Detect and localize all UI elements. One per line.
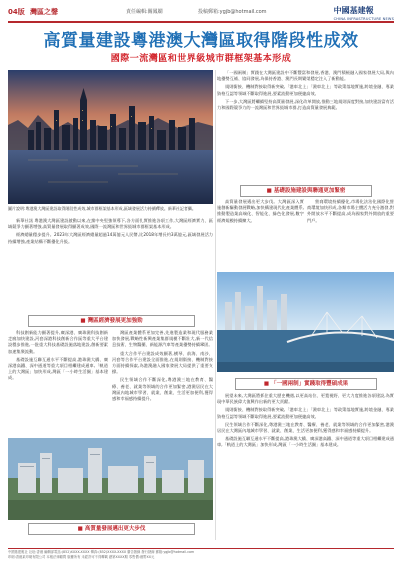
article-column-4a (217, 199, 304, 269)
section-heading (28, 315, 195, 327)
section-heading-text: 「一國兩制」實踐取得豐碩成果 (271, 381, 349, 387)
industry-park-photo (8, 438, 213, 520)
paragraph: 民生領域合作不斷深化,粵港澳三地在教育、醫療、養老、就業等領域的合作更加緊密,港澳居民在大灣區內地城市學習、就業、創業、生活更加便利,獲得感和幸福感持續提升。 (217, 421, 394, 434)
newspaper-logo (334, 5, 394, 21)
section-name: 灣區之聲 (30, 8, 58, 16)
paragraph: 灣區產業體系更加完善,先進製造業和現代服務業加快發展,戰略性新興產業集群規模不斷壯大,新一代信息技術、生物醫藥、新能源汽車等產業優勢持續鞏固。 (112, 330, 213, 348)
photo-caption: 圖片說明:粵港澳大灣區建設取得階段性成效,城市群框架基本形成,區域發展活力持續釋放。新華社記者攝。 (8, 206, 196, 211)
footer-line: 印刷:香港某印刷有限公司 本報法律顧問 版權所有 未經許可不得轉載 總第XXXX期 零售價:港幣XX元 (8, 554, 155, 559)
section-heading (28, 523, 195, 535)
section-heading (235, 378, 377, 390)
paragraph: 營商環境持續優化,市場化法治化國際化營商環境加快形成,各類市場主體活力充分激發,對外開放水平不斷提高,成為國家對外開放的重要門戶。 (307, 199, 394, 223)
square-bullet-icon: ■ (80, 318, 86, 324)
section-heading-text: 高質量發展邁出更大步伐 (84, 526, 146, 532)
header-rule (8, 21, 394, 23)
paragraph: 經濟總量穩步提升。2023年大灣區經濟總量超過14萬億元人民幣,比2018年增長約3萬億元,區域發展活力持續增強,產業結構不斷優化升級。 (8, 232, 213, 244)
section-heading-text: 基礎設施建設與聯通更加緊密 (273, 188, 346, 194)
paragraph: 民生領域合作不斷深化,粵港澳三地在教育、醫療、養老、就業等領域的合作更加緊密,港澳居民在大灣區內地城市學習、就業、創業、生活更加便利,獲得感和幸福感持續提升。 (112, 377, 213, 402)
paragraph: 規則銜接、機制對接取得新突破,「港車北上」「澳車北上」等政策落地實施,跨境金融、專業資格互認等領域不斷取得進展,要素流動更加便捷高效。 (217, 407, 394, 419)
headline-title: 高質量建設粵港澳大灣區取得階段性成效 (43, 31, 359, 51)
paragraph: 下一步,大灣區將繼續堅持高質量發展,深化改革開放,推動三地規則深度對接,加快建設富有活力和國際競爭力的一流灣區和世界級城市群,打造高質量發展典範。 (217, 98, 394, 111)
logo-text: 中國基建報 (333, 6, 374, 15)
logo-subtext: CHINA INFRASTRUCTURE NEWS (333, 17, 394, 21)
paragraph: 重大合作平台建設成效顯著,橫琴、前海、南沙、河套等合作平台建設全面推進,在規則銜接、機制對接方面持續探索,為港澳融入國家發展大局提供了重要支撐。 (112, 350, 213, 375)
paragraph: 基礎設施互聯互通水平不斷提高,港珠澳大橋、廣深港高鐵、深中通道等重大項目相繼建成通車,「軌道上的大灣區」加快形成,灣區「一小時生活圈」基本建成。 (8, 356, 108, 381)
section-heading-text: 灣區經濟發展更加強勁 (87, 318, 143, 324)
column-divider (215, 70, 216, 540)
page-footer (8, 548, 394, 559)
paragraph: 展望未來,大灣區將抓住重大歷史機遇,以更高站位、更寬視野、更大力度推進各項建設,為實現中華民族偉大復興作出新的更大貢獻。 (217, 393, 394, 405)
editor-credit: 責任編輯:關鳳嫻 (126, 9, 163, 15)
paragraph: 基礎設施互聯互通水平不斷提高,港珠澳大橋、廣深港高鐵、深中通道等重大項目相繼建成通車,「軌道上的大灣區」加快形成,灣區「一小時生活圈」基本建成。 (217, 436, 394, 448)
page-header (8, 5, 394, 19)
section-heading (240, 185, 372, 197)
article-column-4b (307, 199, 394, 269)
paragraph: 高質量發展邁出更大步伐。大灣區深入實施創新驅動發展戰略,加快構建現代化產業體系,推動製造業高端化、智能化、綠色化發展,數字經濟規模持續擴大。 (217, 199, 304, 223)
footer-line: 中國基建報社 社址:香港 編輯部電話:(852)XXXX-XXXX 傳真:(852)XXXX-XXXX 廣告熱線 發行熱線 郵箱:ygjb@hotmail.com (8, 550, 195, 554)
paragraph: 規則銜接、機制對接取得新突破,「港車北上」「澳車北上」等政策落地實施,跨境金融、專業資格互認等領域不斷取得進展,要素流動更加便捷高效。 (217, 84, 394, 96)
headline-subtitle: 國際一流灣區和世界級城市群框架基本形成 (110, 54, 292, 64)
article-column-3 (217, 70, 394, 182)
paragraph: 科技創新能力顯著提升,廣深港、廣珠澳科技創新走廊加快建設,河套深港科技創新合作區等重大平台建設穩步推進,一批重大科技基礎設施落地建設,創新要素加速集聚流動。 (8, 330, 108, 354)
article-column-1b (8, 330, 108, 435)
contact-email: 投稿郵箱:ygjb@hotmail.com (198, 9, 267, 15)
square-bullet-icon: ■ (77, 526, 83, 532)
paragraph: 「一國兩制」實踐在大灣區建設中不斷豐富和發展,香港、澳門積極融入國家發展大局,與內地優勢互補、協同發展,為保持香港、澳門長期繁榮穩定注入了新動能。 (217, 70, 394, 82)
bridge-photo (217, 272, 394, 372)
page-number: 04版 (8, 8, 25, 16)
square-bullet-icon: ■ (263, 381, 270, 387)
article-column-1 (8, 218, 213, 312)
article-column-2 (112, 330, 213, 435)
square-bullet-icon: ■ (266, 188, 272, 194)
skyline-photo (8, 70, 213, 204)
article-column-5 (217, 393, 394, 543)
paragraph: 新華社訊 粵港澳大灣區建設啟動以來,在黨中央堅強領導下,各方面扎實推進各項工作,大灣區經濟實力、區域競爭力顯著增強,高質量發展取得顯著成效,國際一流灣區和世界級城市群框架基本形成。 (8, 218, 213, 230)
